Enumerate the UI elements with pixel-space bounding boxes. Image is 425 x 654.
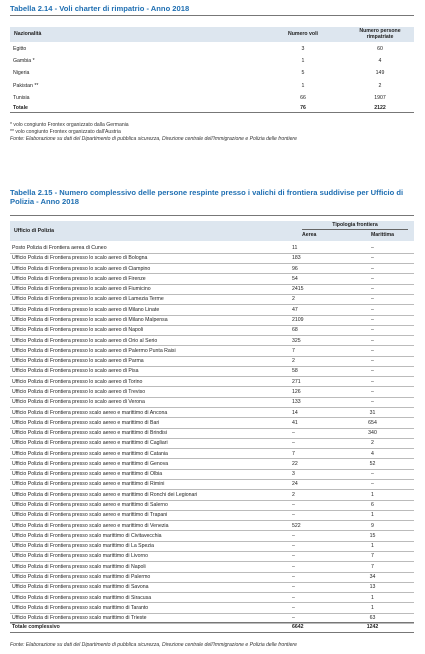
air-cell: –	[292, 563, 295, 570]
office-cell: Ufficio Polizia di Frontiera presso lo scalo aereo di Parma	[12, 358, 144, 365]
office-cell: Ufficio Polizia di Frontiera presso scalo aereo e marittimo di Cagliari	[12, 440, 168, 447]
air-cell: 2415	[292, 286, 304, 293]
office-cell: Posto Polizia di Frontiera aerea di Cuneo	[12, 245, 107, 251]
country-cell: Nigeria	[13, 70, 30, 76]
office-cell: Ufficio Polizia di Frontiera presso lo scalo aereo di Ciampino	[12, 265, 151, 272]
air-cell: 24	[292, 481, 298, 488]
office-cell: Ufficio Polizia di Frontiera presso lo scalo aereo di Bologna	[12, 255, 148, 262]
office-cell: Ufficio Polizia di Frontiera presso scalo marittimo di Napoli	[12, 563, 146, 570]
row-divider	[10, 284, 414, 285]
row-divider	[10, 376, 414, 377]
row-divider	[10, 479, 414, 480]
office-cell: Ufficio Polizia di Frontiera presso scalo aereo e marittimo di Genova	[12, 460, 169, 467]
row-divider	[10, 335, 414, 336]
row-divider	[10, 294, 414, 295]
air-cell: 58	[292, 368, 298, 375]
sea-cell: 1	[371, 604, 374, 611]
row-divider	[10, 253, 414, 254]
office-cell: Ufficio Polizia di Frontiera presso lo scalo aereo di Palermo Punta Raisi	[12, 347, 176, 354]
flights-cell: 1	[301, 83, 305, 89]
air-cell: 41	[292, 419, 298, 426]
air-cell: 96	[292, 265, 298, 272]
row-divider	[10, 407, 414, 408]
flights-cell: 66	[300, 95, 306, 101]
air-cell: 3	[292, 471, 295, 478]
row-divider	[10, 397, 414, 398]
row-divider	[10, 489, 414, 490]
air-cell: –	[292, 430, 295, 436]
sea-cell: –	[371, 265, 374, 272]
air-cell: 133	[292, 399, 301, 406]
header-sea: Marittima	[370, 232, 395, 238]
air-cell: 2	[292, 296, 295, 303]
table-2-15-total-label: Totale complessivo	[12, 624, 60, 630]
flights-cell: 3	[301, 46, 305, 52]
office-cell: Ufficio Polizia di Frontiera presso scalo aereo e marittimo di Olbia	[12, 471, 163, 478]
row-divider	[10, 541, 414, 542]
sea-cell: –	[371, 317, 374, 323]
air-cell: 2	[292, 491, 295, 498]
sea-cell: –	[371, 306, 374, 313]
people-cell: 60	[377, 46, 383, 52]
row-divider	[10, 345, 414, 346]
table-2-14-source: Fonte: Elaborazione su dati del Dipartimento di pubblica sicurezza, Direzione centrale dell'Immigrazione e Polizia delle frontiere	[10, 136, 297, 142]
office-cell: Ufficio Polizia di Frontiera presso scalo marittimo di Savona	[12, 584, 149, 591]
country-cell: Pakistan **	[13, 83, 39, 89]
table-2-14-total-rule	[10, 112, 414, 113]
header-border-type: Tipologia frontiera	[332, 222, 378, 228]
row-divider	[10, 325, 414, 326]
office-cell: Ufficio Polizia di Frontiera presso scalo marittimo di Civitavecchia	[12, 532, 162, 539]
table-2-14-total-flights: 76	[300, 105, 306, 111]
row-divider	[10, 417, 414, 418]
air-cell: –	[292, 440, 295, 447]
air-cell: 325	[292, 337, 301, 344]
row-divider	[10, 582, 414, 583]
air-cell: –	[292, 532, 295, 539]
office-cell: Ufficio Polizia di Frontiera presso scalo aereo e marittimo di Trapani	[12, 512, 168, 519]
office-cell: Ufficio Polizia di Frontiera presso scalo marittimo di Livorno	[12, 553, 148, 560]
sea-cell: –	[371, 327, 374, 334]
row-divider	[10, 592, 414, 593]
row-divider	[10, 510, 414, 511]
country-cell: Gambia *	[13, 58, 35, 64]
row-divider	[10, 469, 414, 470]
row-divider	[10, 356, 414, 357]
air-cell: –	[292, 543, 295, 550]
office-cell: Ufficio Polizia di Frontiera presso lo scalo aereo di Milano Linate	[12, 306, 160, 313]
footnote-1: * volo congiunto Frontex organizzato dalla Germania	[10, 122, 129, 128]
sea-cell: 9	[371, 522, 374, 529]
office-cell: Ufficio Polizia di Frontiera presso lo scalo aereo di Torino	[12, 378, 143, 385]
air-cell: 47	[292, 306, 298, 313]
table-2-14-total-label: Totale	[13, 105, 28, 111]
office-cell: Ufficio Polizia di Frontiera presso scalo aereo e marittimo di Catania	[12, 450, 168, 457]
sea-cell: 2	[371, 440, 374, 447]
row-divider	[10, 551, 414, 552]
row-divider	[10, 448, 414, 449]
sea-cell: 34	[369, 574, 376, 580]
row-divider	[10, 315, 414, 316]
sea-cell: 15	[369, 532, 376, 539]
air-cell: 54	[292, 275, 298, 282]
sea-cell: 1	[371, 512, 374, 519]
sea-cell: 7	[371, 553, 374, 560]
row-divider	[10, 386, 414, 387]
air-cell: –	[292, 594, 295, 601]
table-2-15-title: Tabella 2.15 - Numero complessivo delle persone respinte presso i valichi di frontiera suddivise per Ufficio di Polizia - Anno 2018	[10, 188, 404, 206]
air-cell: –	[292, 574, 295, 580]
sea-cell: –	[371, 358, 374, 365]
sea-cell: –	[371, 255, 374, 262]
sea-cell: –	[371, 347, 374, 354]
table-2-14-total-people: 2122	[374, 105, 386, 111]
row-divider	[10, 500, 414, 501]
sea-cell: 13	[369, 584, 376, 591]
table-2-15-total-sea: 1242	[366, 624, 379, 630]
air-cell: 271	[292, 378, 301, 385]
country-cell: Egitto	[13, 46, 27, 52]
table-2-15-source: Fonte: Elaborazione su dati del Dipartimento di pubblica sicurezza, Direzione centrale dell'Immigrazione e Polizia delle frontiere	[10, 642, 297, 648]
table-2-14-title: Tabella 2.14 - Voli charter di rimpatrio - Anno 2018	[10, 4, 190, 13]
header-flights: Numero voli	[288, 31, 318, 37]
air-cell: –	[292, 512, 295, 519]
country-cell: Tunisia	[13, 95, 30, 101]
air-cell: 14	[292, 409, 298, 416]
sea-cell: 7	[371, 563, 374, 570]
sea-cell: –	[371, 399, 374, 406]
header-air: Aerea	[302, 232, 317, 238]
office-cell: Ufficio Polizia di Frontiera presso scalo marittimo di Palermo	[12, 574, 151, 580]
air-cell: 7	[292, 347, 295, 354]
sea-cell: 340	[368, 430, 377, 436]
office-cell: Ufficio Polizia di Frontiera presso lo scalo aereo di Verona	[12, 399, 145, 406]
sea-cell: 1	[371, 491, 374, 498]
table-2-15-total-rule	[10, 622, 414, 623]
row-divider	[10, 366, 414, 367]
air-cell: –	[292, 615, 295, 622]
sea-cell: –	[371, 481, 374, 488]
sea-cell: –	[371, 337, 374, 344]
people-cell: 149	[375, 70, 385, 76]
office-cell: Ufficio Polizia di Frontiera presso scalo aereo e marittimo di Salerno	[12, 502, 168, 508]
office-cell: Ufficio Polizia di Frontiera presso lo scalo aereo di Orio al Serio	[12, 337, 158, 344]
office-cell: Ufficio Polizia di Frontiera presso scalo aereo e marittimo di Bari	[12, 419, 160, 426]
row-divider	[10, 458, 414, 459]
sea-cell: 1	[371, 543, 374, 550]
row-divider	[10, 428, 414, 429]
row-divider	[10, 530, 414, 531]
row-divider	[10, 263, 414, 264]
air-cell: –	[292, 584, 295, 591]
row-divider	[10, 273, 414, 274]
people-cell: 4	[378, 58, 382, 64]
table-2-14-header	[10, 27, 414, 42]
sea-cell: 63	[369, 615, 376, 622]
table-top-rule-2	[10, 215, 414, 216]
office-cell: Ufficio Polizia di Frontiera presso scalo aereo e marittimo di Brindisi	[12, 430, 168, 436]
air-cell: 11	[292, 245, 298, 251]
office-cell: Ufficio Polizia di Frontiera presso scalo aereo e marittimo di Rimini	[12, 481, 165, 488]
sea-cell: 654	[368, 419, 377, 426]
people-cell: 1907	[374, 95, 386, 101]
office-cell: Ufficio Polizia di Frontiera presso scalo marittimo di Siracusa	[12, 594, 152, 601]
header-office: Ufficio di Polizia	[14, 228, 55, 234]
office-cell: Ufficio Polizia di Frontiera presso lo scalo aereo di Milano Malpensa	[12, 317, 168, 323]
air-cell: 522	[292, 522, 301, 529]
row-divider	[10, 561, 414, 562]
sea-cell: –	[371, 368, 374, 375]
row-divider	[10, 304, 414, 305]
office-cell: Ufficio Polizia di Frontiera presso scalo aereo e marittimo di Venezia	[12, 522, 169, 529]
header-people: Numero persone rimpatriate	[359, 28, 401, 40]
flights-cell: 1	[301, 58, 305, 64]
office-cell: Ufficio Polizia di Frontiera presso scalo aereo e marittimo di Ancona	[12, 409, 168, 416]
sea-cell: –	[371, 286, 374, 293]
row-divider	[10, 572, 414, 573]
table-top-rule	[10, 15, 414, 16]
office-cell: Ufficio Polizia di Frontiera presso lo scalo aereo di Lamezia Terme	[12, 296, 164, 303]
sea-cell: –	[371, 275, 374, 282]
air-cell: 183	[292, 255, 301, 262]
office-cell: Ufficio Polizia di Frontiera presso scalo marittimo di La Spezia	[12, 543, 155, 550]
sea-cell: –	[371, 471, 374, 478]
sea-cell: 31	[369, 409, 376, 416]
header-group-rule	[302, 229, 408, 230]
office-cell: Ufficio Polizia di Frontiera presso scalo aereo e marittimo di Ronchi dei Legionari	[12, 491, 198, 498]
row-divider	[10, 438, 414, 439]
office-cell: Ufficio Polizia di Frontiera presso lo scalo aereo di Fiumicino	[12, 286, 151, 293]
office-cell: Ufficio Polizia di Frontiera presso lo scalo aereo di Pisa	[12, 368, 139, 375]
air-cell: 126	[292, 388, 301, 395]
air-cell: 22	[292, 460, 298, 467]
footnote-2: ** volo congiunto Frontex organizzato dall'Austria	[10, 129, 121, 135]
office-cell: Ufficio Polizia di Frontiera presso lo scalo aereo di Treviso	[12, 388, 146, 395]
air-cell: 2109	[292, 317, 304, 323]
office-cell: Ufficio Polizia di Frontiera presso lo scalo aereo di Napoli	[12, 327, 144, 334]
sea-cell: 52	[369, 460, 376, 467]
air-cell: –	[292, 553, 295, 560]
office-cell: Ufficio Polizia di Frontiera presso lo scalo aereo di Firenze	[12, 275, 146, 282]
header-nationality: Nazionalità	[14, 31, 42, 37]
people-cell: 2	[378, 83, 382, 89]
air-cell: 2	[292, 358, 295, 365]
air-cell: –	[292, 502, 295, 508]
sea-cell: 4	[371, 450, 374, 457]
office-cell: Ufficio Polizia di Frontiera presso scalo marittimo di Taranto	[12, 604, 149, 611]
air-cell: 7	[292, 450, 295, 457]
sea-cell: –	[371, 388, 374, 395]
air-cell: –	[292, 604, 295, 611]
sea-cell: –	[371, 296, 374, 303]
sea-cell: 1	[371, 594, 374, 601]
air-cell: 68	[292, 327, 298, 334]
office-cell: Ufficio Polizia di Frontiera presso scalo marittimo di Trieste	[12, 615, 147, 622]
row-divider	[10, 520, 414, 521]
sea-cell: –	[371, 245, 374, 251]
table-bottom-rule	[10, 632, 414, 633]
table-2-15-header	[10, 221, 414, 241]
table-2-15-total-air: 6642	[292, 624, 304, 630]
sea-cell: 6	[371, 502, 374, 508]
row-divider	[10, 602, 414, 603]
row-divider	[10, 613, 414, 614]
flights-cell: 5	[301, 70, 305, 76]
sea-cell: –	[371, 378, 374, 385]
